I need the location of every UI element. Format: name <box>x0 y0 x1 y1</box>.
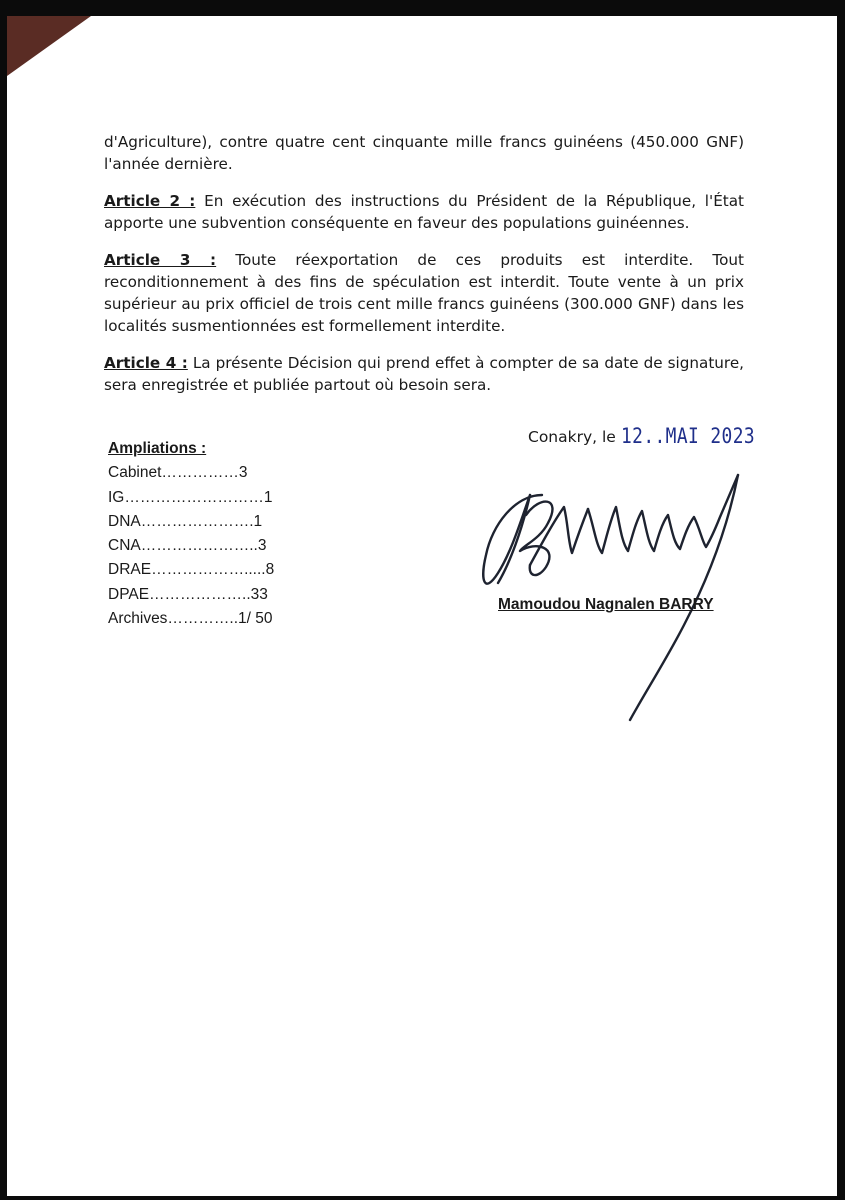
article-label: Article 4 : <box>104 354 188 372</box>
article-3 <box>104 249 744 337</box>
handwritten-signature <box>470 455 760 730</box>
ampliations-list <box>108 437 274 631</box>
article-label: Article 3 : <box>104 251 217 269</box>
ampliation-row: DPAE………………..33 <box>108 585 268 603</box>
ampliation-row: Archives…………..1/ 50 <box>108 610 273 628</box>
signer-name: Mamoudou Nagnalen BARRY <box>498 596 714 613</box>
article-2 <box>104 190 744 234</box>
ampliation-row: DRAE……………….....8 <box>108 561 275 579</box>
paragraph-text: d'Agriculture), contre quatre cent cinquante mille francs guinéens (450.000 GNF) l'année dernière. <box>104 133 744 173</box>
ampliation-row: Cabinet……………3 <box>108 464 248 482</box>
ampliation-row: DNA………………….1 <box>108 512 263 530</box>
ampliation-row: CNA…………………..3 <box>108 537 267 555</box>
place-label: Conakry, le <box>528 428 621 446</box>
ampliations-title: Ampliations : <box>108 440 207 457</box>
ampliation-row: IG………………………1 <box>108 488 273 506</box>
article-text: La présente Décision qui prend effet à compter de sa date de signature, sera enregistrée et publiée partout où besoin sera. <box>104 354 744 394</box>
paragraph-continuation <box>104 131 744 175</box>
place-date-line <box>528 424 779 448</box>
date-stamp: 12..MAI 2023 <box>620 424 755 448</box>
article-text: En exécution des instructions du Président de la République, l'État apporte une subvention conséquente en faveur des populations guinéennes. <box>104 192 745 232</box>
article-text: Toute réexportation de ces produits est interdite. Tout reconditionnement à des fins de spéculation est interdit. Toute vente à un prix supérieur au prix officiel de trois cent mille francs guinéens (300.000 GNF) dans les localités susmentionnées est formellement interdite. <box>104 251 744 335</box>
page-corner-fold <box>7 16 91 76</box>
article-label: Article 2 : <box>104 192 196 210</box>
article-4 <box>104 352 744 396</box>
